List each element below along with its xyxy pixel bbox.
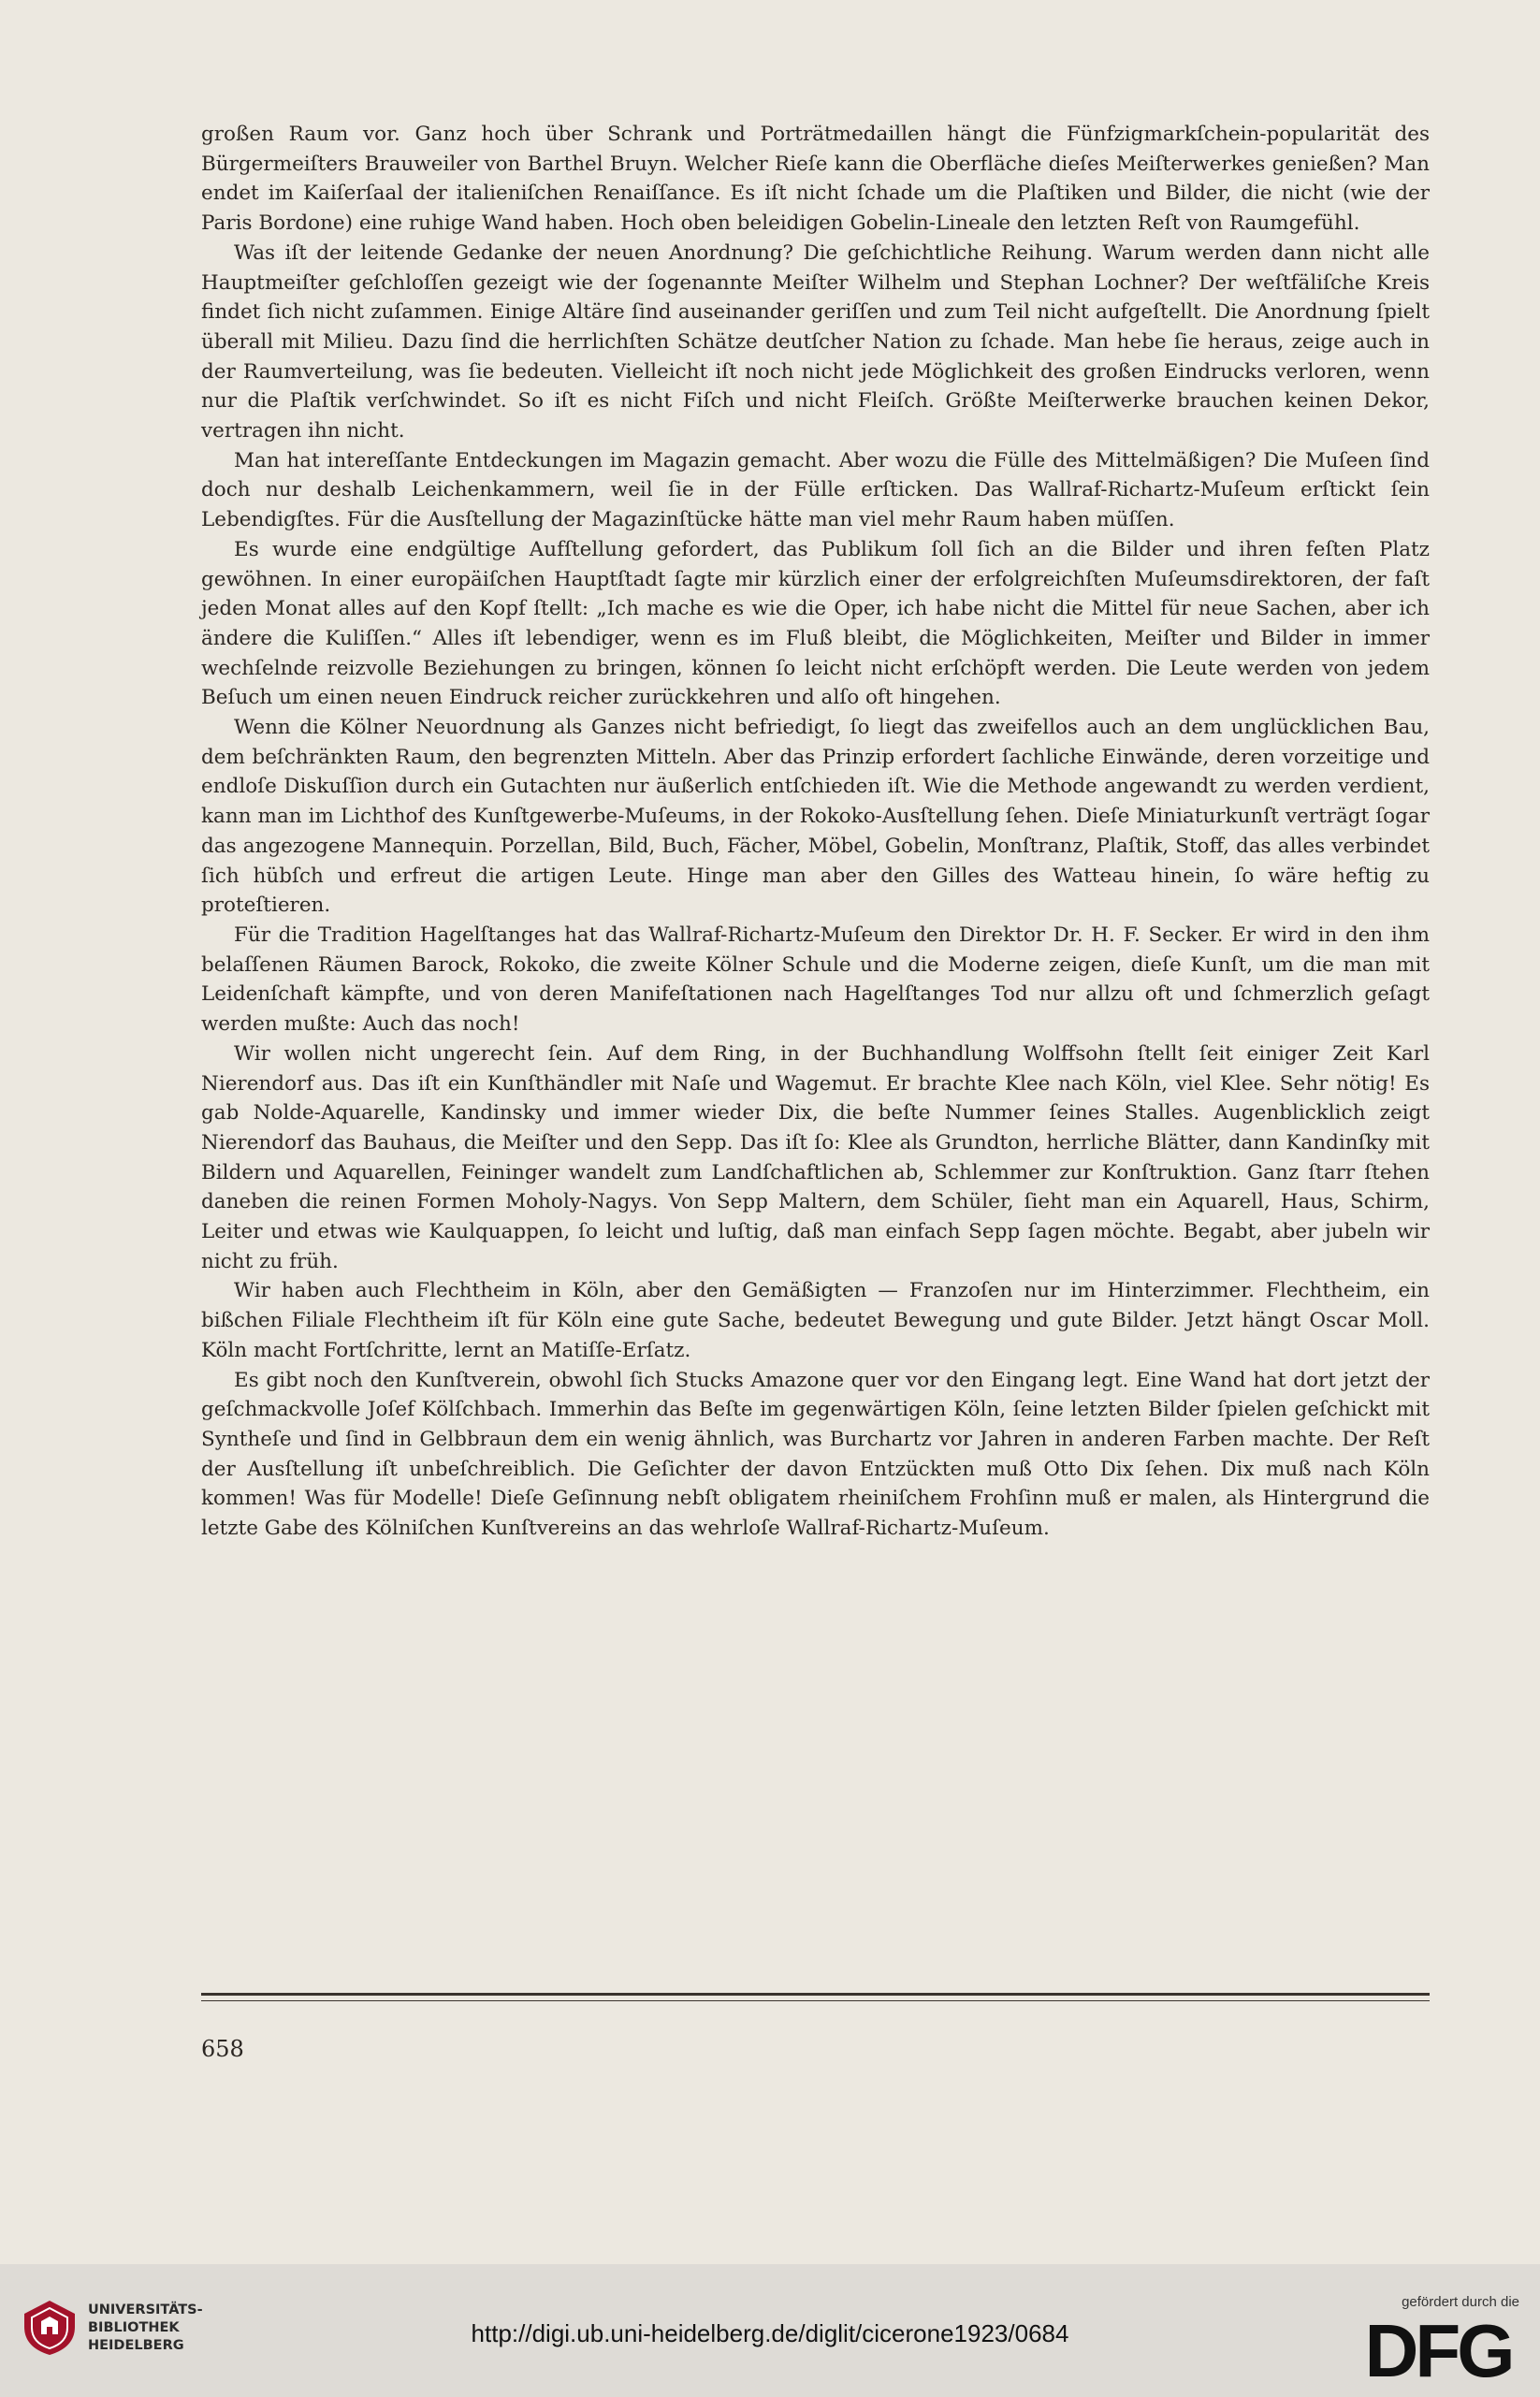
institution-line-2: BIBLIOTHEK	[88, 2320, 180, 2335]
institution-line-3: HEIDELBERG	[88, 2338, 184, 2353]
dfg-logo-text: DFG	[1364, 2315, 1512, 2384]
paragraph-2: Was iſt der leitende Gedanke der neuen Anordnung? Die geſchichtliche Reihung. Warum werden dann nicht alle Hauptmeiſter geſchloſſen gezeigt wie der ſogenannte Meiſter Wilhelm und Stephan Lochner? Der weſtfäliſche Kreis findet ſich nicht zuſammen. Einige Altäre ſind auseinander geriſſen und zum Teil nicht aufgeſtellt. Die Anordnung ſpielt überall mit Milieu. Dazu ſind die herrlichſten Schätze deutſcher Nation zu ſchade. Man hebe ſie heraus, zeige auch in der Raumverteilung, was ſie bedeuten. Vielleicht iſt noch nicht jede Möglichkeit des großen Eindrucks verloren, wenn nur die Plaſtik verſchwindet. So iſt es nicht Fiſch und nicht Fleiſch. Größte Meiſterwerke brauchen keinen Dekor, vertragen ihn nicht.	[201, 240, 1430, 443]
paragraph-5: Wenn die Kölner Neuordnung als Ganzes nicht befriedigt, ſo liegt das zweifellos auch an dem unglücklichen Bau, dem beſchränkten Raum, den begrenzten Mitteln. Aber das Prinzip erfordert ſachliche Einwände, deren vorzeitige und endloſe Diskuſſion durch ein Gutachten nur äußerlich entſchieden iſt. Wie die Methode angewandt zu werden verdient, kann man im Lichthof des Kunſtgewerbe-Muſeums, in der Rokoko-Ausſtellung ſehen. Dieſe Miniaturkunſt verträgt ſogar das angezogene Mannequin. Porzellan, Bild, Buch, Fächer, Möbel, Gobelin, Monſtranz, Plaſtik, Stoff, das alles verbindet ſich hübſch und erfreut die artigen Leute. Hinge man aber den Gilles des Watteau hinein, ſo wäre heftig zu proteſtieren.	[201, 716, 1430, 918]
paragraph-4: Es wurde eine endgültige Aufſtellung gefordert, das Publikum ſoll ſich an die Bilder und ihren feſten Platz gewöhnen. In einer europäiſchen Hauptſtadt ſagte mir kürzlich einer der erfolgreichſten Muſeumsdirektoren, der faſt jeden Monat alles auf den Kopf ſtellt: „Ich mache es wie die Oper, ich habe nicht die Mittel für neue Sachen, aber ich ändere die Kuliſſen.“ Alles iſt lebendiger, wenn es im Fluß bleibt, die Möglichkeiten, Meiſter und Bilder in immer wechſelnde reizvolle Beziehungen zu bringen, können ſo leicht nicht erſchöpft werden. Die Leute werden von jedem Beſuch um einen neuen Eindruck reicher zurückkehren und alſo oft hingehen.	[201, 537, 1430, 710]
article-body	[201, 120, 1430, 1544]
paragraph-1: großen Raum vor. Ganz hoch über Schrank und Porträtmedaillen hängt die Fünfzigmarkſchein-popularität des Bürgermeiſters Brauweiler von Barthel Bruyn. Welcher Rieſe kann die Oberfläche dieſes Meiſterwerkes genießen? Man endet im Kaiſerſaal der italieniſchen Renaiſſance. Es iſt nicht ſchade um die Plaſtiken und Bilder, die nicht (wie der Paris Bordone) eine ruhige Wand haben. Hoch oben beleidigen Gobelin-Lineale den letzten Reſt von Raumgefühl.	[201, 123, 1430, 236]
paragraph-6: Für die Tradition Hagelſtanges hat das Wallraf-Richartz-Muſeum den Direktor Dr. H. F. Secker. Er wird in den ihm belaſſenen Räumen Barock, Rokoko, die zweite Kölner Schule und die Moderne zeigen, dieſe Kunſt, um die man mit Leidenſchaft kämpfte, und von deren Manifeſtationen nach Hagelſtanges Tod nur allzu oft und ſchmerzlich geſagt werden mußte: Auch das noch!	[201, 922, 1430, 1037]
page-number: 658	[201, 2036, 244, 2062]
paragraph-7: Wir wollen nicht ungerecht ſein. Auf dem Ring, in der Buchhandlung Wolffsohn ſtellt ſeit einiger Zeit Karl Nierendorf aus. Das iſt ein Kunſthändler mit Naſe und Wagemut. Er brachte Klee nach Köln, viel Klee. Sehr nötig! Es gab Nolde-Aquarelle, Kandinsky und immer wieder Dix, die beſte Nummer ſeines Stalles. Augenblicklich zeigt Nierendorf das Bauhaus, die Meiſter und den Sepp. Das iſt ſo: Klee als Grundton, herrliche Blätter, dann Kandinſky mit Bildern und Aquarellen, Feininger wandelt zum Landſchaftlichen ab, Schlemmer zur Konſtruktion. Ganz ſtarr ſtehen daneben die reinen Formen Moholy-Nagys. Von Sepp Maltern, dem Schüler, ſieht man ein Aquarell, Haus, Schirm, Leiter und etwas wie Kaulquappen, ſo leicht und luſtig, daß man einfach Sepp ſagen möchte. Begabt, aber jubeln wir nicht zu früh.	[201, 1041, 1430, 1273]
paragraph-3: Man hat intereſſante Entdeckungen im Magazin gemacht. Aber wozu die Fülle des Mittelmäßigen? Die Muſeen ſind doch nur deshalb Leichenkammern, weil ſie in der Fülle erſticken. Das Wallraf-Richartz-Muſeum erſtickt ſein Lebendigſtes. Für die Ausſtellung der Magazinſtücke hätte man viel mehr Raum haben müſſen.	[201, 448, 1430, 532]
divider-thick	[201, 1993, 1430, 1996]
institution-line-1: UNIVERSITÄTS-	[88, 2303, 203, 2317]
dfg-logo-icon[interactable]	[1355, 2315, 1521, 2384]
divider-thin	[201, 2000, 1430, 2001]
paragraph-9: Es gibt noch den Kunſtverein, obwohl ſich Stucks Amazone quer vor den Eingang legt. Eine Wand hat dort jetzt der geſchmackvolle Joſef Kölſchbach. Immerhin das Beſte im gegenwärtigen Köln, ſeine letzten Bilder ſpielen geſchickt mit Syntheſe und ſind in Gelbbraun dem ein wenig ähnlich, was Burchartz vor Jahren in anderen Farben machte. Der Reſt der Ausſtellung iſt unbeſchreiblich. Die Geſichter der davon Entzückten muß Otto Dix ſehen. Dix muß nach Köln kommen! Was für Modelle! Dieſe Geſinnung nebſt obligatem rheiniſchem Frohſinn muß er malen, als Hintergrund die letzte Gabe des Kölniſchen Kunſtvereins an das wehrloſe Wallraf-Richartz-Muſeum.	[201, 1368, 1430, 1541]
funded-by-label: gefördert durch die	[1402, 2294, 1519, 2310]
permalink-url[interactable]: http://digi.ub.uni-heidelberg.de/diglit/cicerone1923/0684	[471, 2319, 1069, 2347]
paragraph-8: Wir haben auch Flechtheim in Köln, aber den Gemäßigten — Franzoſen nur im Hinterzimmer. Flechtheim, ein bißchen Filiale Flechtheim iſt für Köln eine gute Sache, bedeutet Bewegung und gute Bilder. Jetzt hängt Oscar Moll. Köln macht Fortſchritte, lernt an Matiſſe-Erſatz.	[201, 1279, 1430, 1362]
